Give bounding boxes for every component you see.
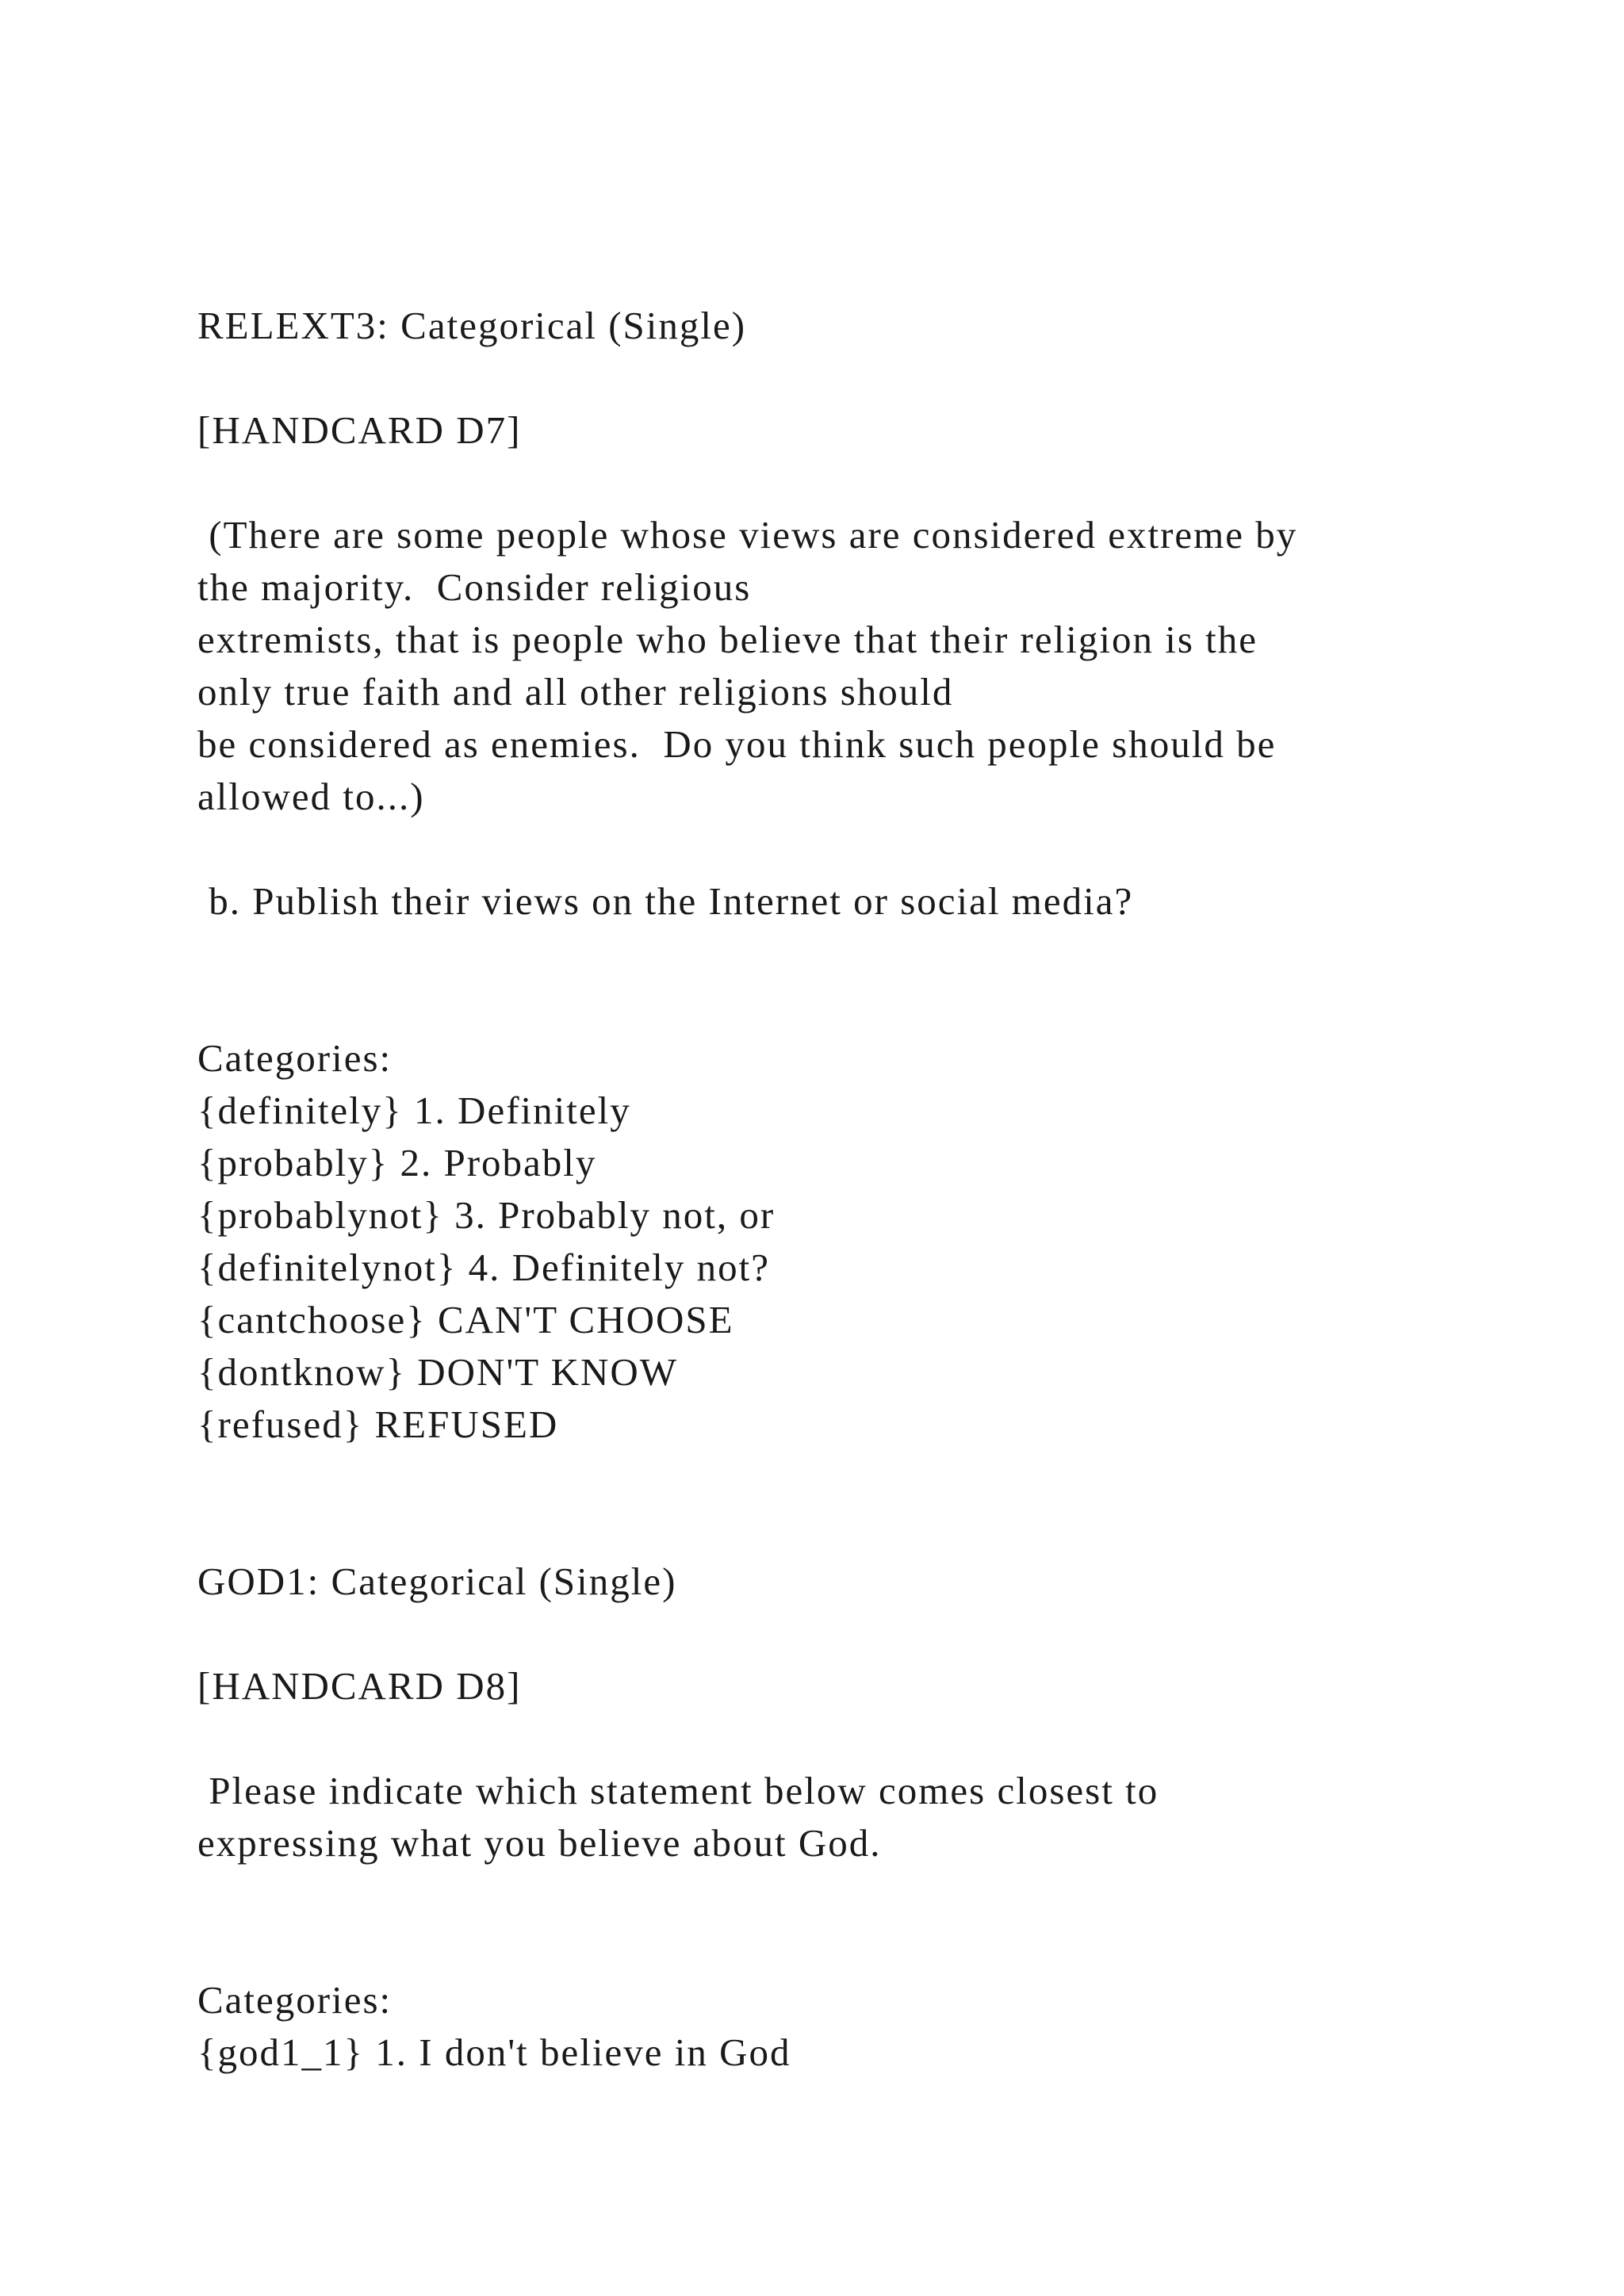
category-item: {refused} REFUSED (197, 1402, 559, 1446)
category-item: {probablynot} 3. Probably not, or (197, 1193, 776, 1237)
category-item: {god1_1} 1. I don't believe in God (197, 2030, 791, 2074)
relext3-handcard: [HANDCARD D7] (197, 408, 522, 452)
god1-handcard: [HANDCARD D8] (197, 1664, 522, 1708)
relext3-categories-label: Categories: (197, 1036, 393, 1080)
category-item: {probably} 2. Probably (197, 1141, 597, 1184)
god1-question-line: Please indicate which statement below comes closest to (197, 1769, 1159, 1812)
relext3-question-line: extremists, that is people who believe that their religion is the (197, 618, 1258, 661)
relext3-sub-question: b. Publish their views on the Internet or social media? (197, 879, 1134, 923)
relext3-heading: RELEXT3: Categorical (Single) (197, 304, 747, 347)
category-item: {definitely} 1. Definitely (197, 1089, 631, 1132)
god1-heading: GOD1: Categorical (Single) (197, 1559, 677, 1603)
category-item: {definitelynot} 4. Definitely not? (197, 1246, 770, 1289)
category-item: {dontknow} DON'T KNOW (197, 1350, 678, 1394)
relext3-question-line: the majority. Consider religious (197, 565, 752, 609)
relext3-question-line: be considered as enemies. Do you think such people should be (197, 722, 1277, 766)
relext3-question-line: allowed to...) (197, 775, 425, 818)
category-item: {cantchoose} CAN'T CHOOSE (197, 1298, 734, 1341)
relext3-question-line: only true faith and all other religions should (197, 670, 954, 714)
relext3-question-line: (There are some people whose views are considered extreme by (197, 513, 1298, 557)
god1-question-line: expressing what you believe about God. (197, 1821, 882, 1865)
god1-categories-label: Categories: (197, 1978, 393, 2022)
